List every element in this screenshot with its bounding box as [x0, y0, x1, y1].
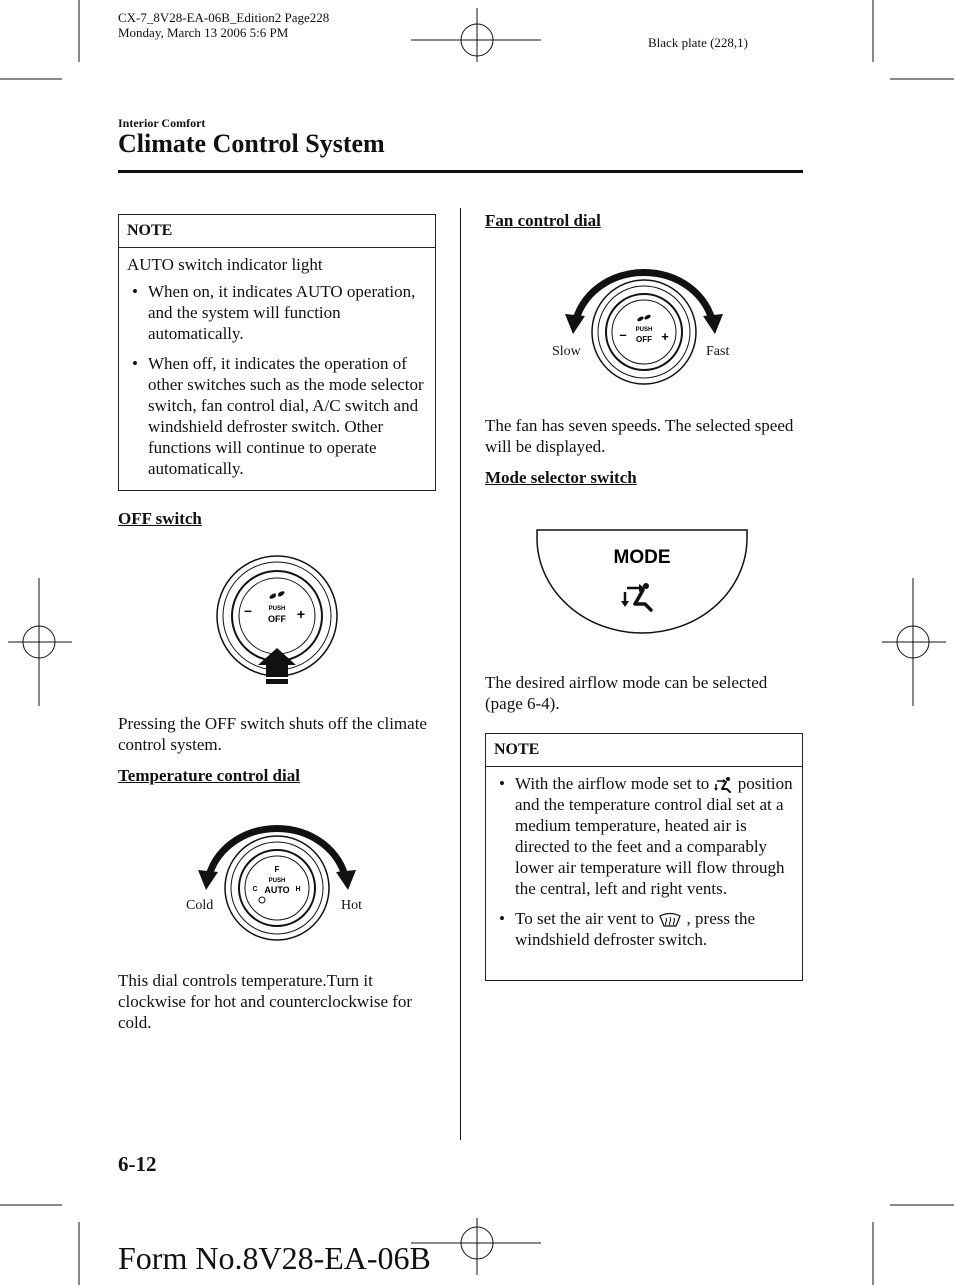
print-date-line: Monday, March 13 2006 5:6 PM: [118, 25, 289, 40]
note-bullet-text: With the airflow mode set to: [515, 774, 710, 793]
temperature-description: This dial controls temperature.Turn it clockwise for hot and counterclockwise for cold.: [118, 971, 413, 1032]
note-body: [119, 248, 435, 487]
note-bullet-text: To set the air vent to: [515, 909, 655, 929]
page-title: Climate Control System: [118, 129, 385, 158]
temperature-dial-heading: Temperature control dial: [118, 766, 300, 785]
dial-c-text: C: [252, 886, 258, 893]
mode-description: The desired airflow mode can be selected (page 6-4).: [485, 673, 768, 713]
section-label: Interior Comfort: [118, 116, 206, 130]
temperature-hot-label: Hot: [341, 898, 362, 913]
fan-dial-heading: Fan control dial: [485, 211, 601, 230]
registration-crosshair-icon: [411, 8, 541, 62]
registration-crosshair-icon: [882, 578, 946, 706]
off-switch-heading: OFF switch: [118, 509, 202, 528]
temperature-dial-illustration: [180, 812, 375, 944]
note-body: [486, 767, 802, 958]
note-heading: NOTE: [486, 734, 802, 767]
note-heading: NOTE: [119, 215, 435, 248]
print-meta: [118, 10, 329, 40]
note-bullet: [494, 773, 794, 899]
dial-push-text: PUSH: [268, 606, 286, 612]
dial-h-text: H: [295, 886, 301, 893]
dial-minus-text: –: [244, 602, 252, 618]
note-intro: AUTO switch indicator light: [127, 255, 323, 274]
mode-switch-illustration: [535, 528, 750, 634]
column-divider: [460, 208, 461, 1140]
note-bullet-list: [127, 281, 427, 479]
form-number: Form No.8V28-EA-06B: [118, 1240, 431, 1276]
note-bullet: • When off, it indicates the operation of other switches such as the mode selector switch, fan control dial, A/C switch and windshield defroster switch. Other functions will continue to operate automatically.: [127, 353, 427, 479]
dial-off-text: OFF: [268, 614, 286, 624]
fan-description: The fan has seven speeds. The selected speed will be displayed.: [485, 416, 794, 456]
fan-fast-label: Fast: [706, 344, 730, 359]
dial-auto-text: AUTO: [264, 885, 290, 895]
note-bullet-list: [494, 773, 794, 950]
note-bullet-text: , press the windshield defroster switch.: [515, 909, 755, 950]
note-bullet: • When on, it indicates AUTO operation, and the system will function automatically.: [127, 281, 427, 344]
title-rule: [118, 170, 803, 173]
print-job-line: CX-7_8V28-EA-06B_Edition2 Page228: [118, 10, 330, 25]
note-bullet: [494, 908, 794, 950]
note-box-auto-indicator: [118, 214, 436, 491]
mode-button-label: MODE: [613, 547, 671, 568]
dial-plus-text: +: [661, 329, 669, 344]
svg-text:F: F: [274, 865, 280, 874]
note-box-airflow: [485, 733, 803, 981]
feet-vent-mode-icon: [714, 776, 734, 794]
temperature-cold-label: Cold: [186, 898, 214, 913]
registration-crosshair-icon: [8, 578, 72, 706]
dial-off-text: OFF: [636, 335, 652, 344]
fan-dial-illustration: [547, 256, 742, 391]
dial-plus-text: +: [296, 606, 306, 622]
off-switch-illustration: [210, 553, 345, 688]
off-switch-description: Pressing the OFF switch shuts off the climate control system.: [118, 714, 427, 754]
defroster-icon: [658, 912, 682, 928]
fan-slow-label: Slow: [552, 344, 581, 359]
plate-label: Black plate (228,1): [648, 35, 748, 50]
dial-push-text: PUSH: [268, 878, 286, 884]
dial-push-text: PUSH: [635, 327, 653, 333]
note-bullet-text: position and the temperature control dial set at a medium temperature, heated air is directed to the feet and a comparably lower air temperature will flow through the central, left and right vents.: [515, 774, 793, 899]
page-number: 6-12: [118, 1152, 157, 1176]
dial-minus-text: –: [619, 327, 627, 342]
mode-selector-heading: Mode selector switch: [485, 468, 637, 487]
